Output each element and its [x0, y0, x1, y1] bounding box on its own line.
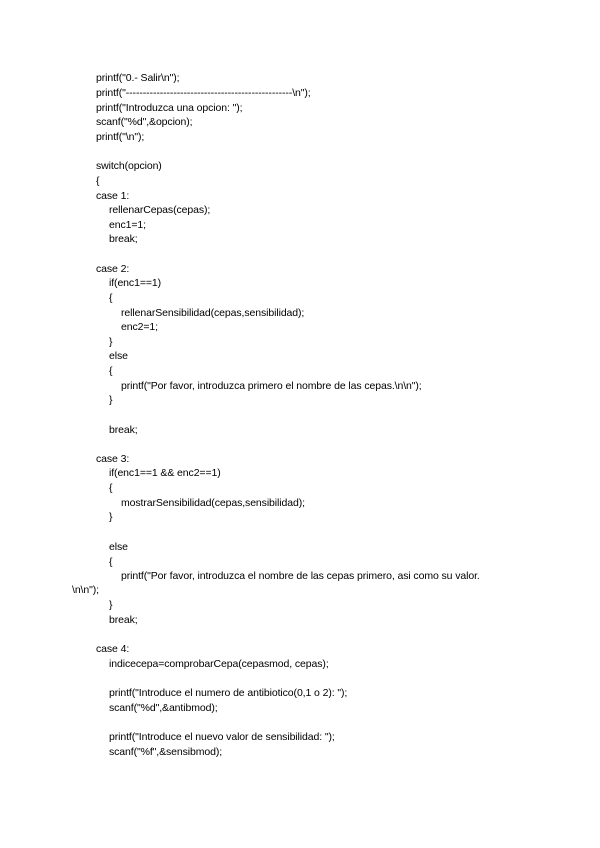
code-line: {	[109, 365, 113, 377]
code-line: scanf("%d",&antibmod);	[109, 702, 218, 714]
code-line: rellenarSensibilidad(cepas,sensibilidad);	[121, 307, 305, 319]
code-line: break;	[109, 614, 138, 626]
code-line: printf("Por favor, introduzca el nombre de las cepas primero, asi como su valor.	[121, 570, 480, 582]
code-line: printf("Introduce el numero de antibiotico(0,1 o 2): ");	[109, 687, 348, 699]
code-line: enc2=1;	[121, 321, 158, 333]
code-line: printf("Por favor, introduzca primero el nombre de las cepas.\n\n");	[121, 380, 422, 392]
code-line: }	[109, 599, 113, 611]
code-line: switch(opcion)	[96, 160, 162, 172]
code-line: }	[109, 511, 113, 523]
code-line: mostrarSensibilidad(cepas,sensibilidad);	[121, 497, 305, 509]
code-line: case 3:	[96, 453, 130, 465]
code-line: rellenarCepas(cepas);	[109, 204, 211, 216]
code-line: scanf("%d",&opcion);	[96, 116, 193, 128]
code-line: if(enc1==1 && enc2==1)	[109, 467, 221, 479]
code-line: else	[109, 350, 128, 362]
code-line: {	[109, 292, 113, 304]
code-line: case 1:	[96, 190, 130, 202]
code-line: {	[109, 556, 113, 568]
code-line: printf("Introduzca una opcion: ");	[96, 102, 243, 114]
code-line: break;	[109, 233, 138, 245]
code-line: enc1=1;	[109, 219, 146, 231]
code-line: printf("\n");	[96, 131, 145, 143]
code-line: \n\n");	[72, 584, 99, 596]
code-line: printf("-------------------------------------------------\n");	[96, 87, 311, 99]
code-line: }	[109, 336, 113, 348]
code-line: printf("Introduce el nuevo valor de sensibilidad: ");	[109, 731, 335, 743]
code-line: indicecepa=comprobarCepa(cepasmod, cepas);	[109, 658, 329, 670]
code-line: printf("0.- Salir\n");	[96, 72, 180, 84]
code-line: case 4:	[96, 643, 130, 655]
code-line: if(enc1==1)	[109, 277, 162, 289]
code-line: scanf("%f",&sensibmod);	[109, 746, 223, 758]
code-line: break;	[109, 424, 138, 436]
code-line: {	[109, 482, 113, 494]
code-line: {	[96, 175, 100, 187]
code-line: }	[109, 394, 113, 406]
code-line: else	[109, 541, 128, 553]
code-line: case 2:	[96, 263, 130, 275]
